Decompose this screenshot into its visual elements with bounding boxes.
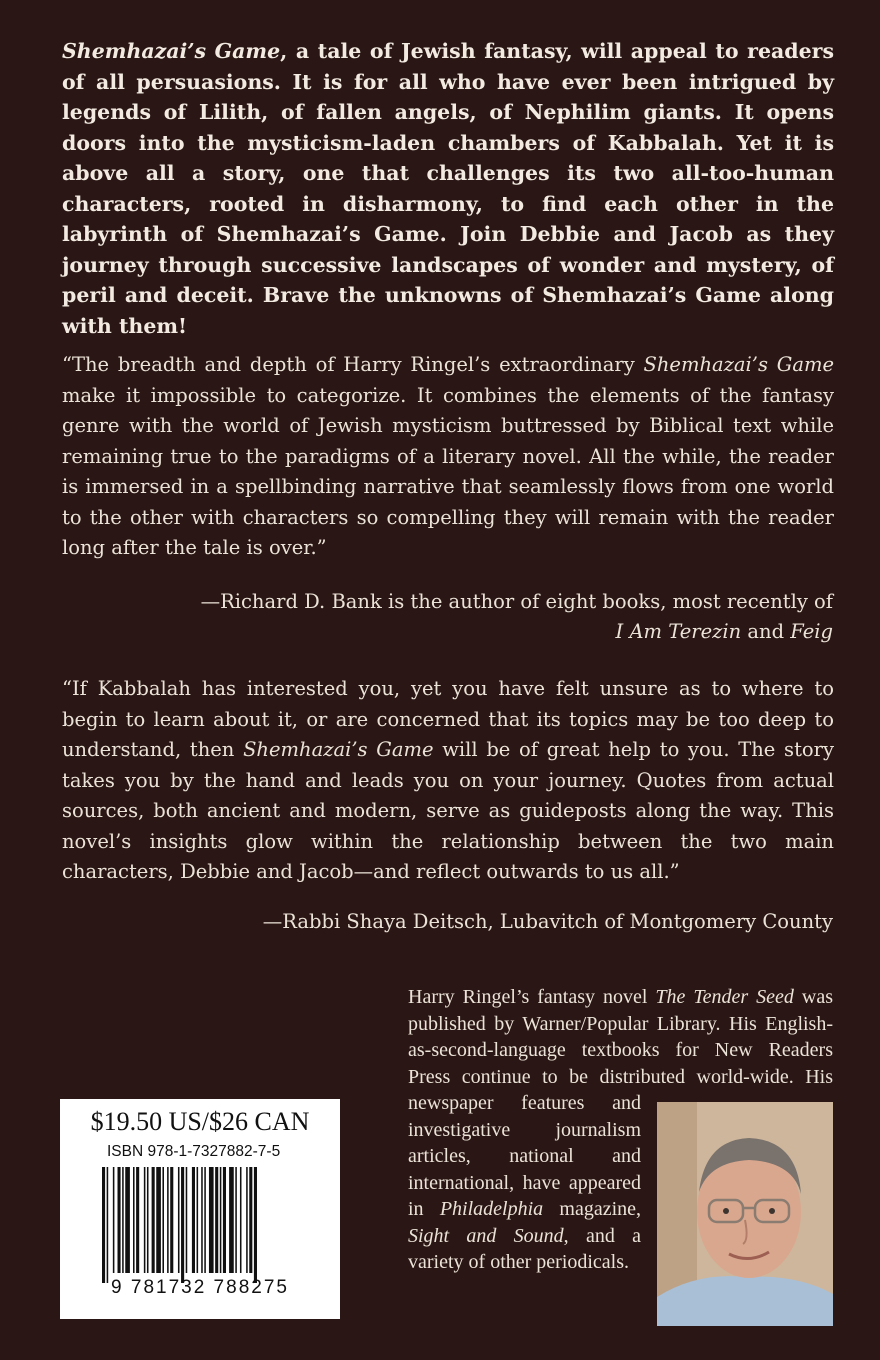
barcode-bar [136, 1167, 139, 1273]
barcode-bar [162, 1167, 164, 1273]
bio-text-2: was published by Warner/Popular Library. His English-as-second-language textbooks for New Readers Press continue to be distributed world-wide. His newspaper features and investigative journalism articles, national and international, have appeared in [408, 986, 834, 1220]
barcode-bar [220, 1167, 222, 1273]
barcode-bar [181, 1167, 184, 1283]
barcode-bar [197, 1167, 199, 1273]
bio-text-3: magazine, [543, 1198, 642, 1220]
back-cover-blurb [62, 36, 834, 341]
price-label: $19.50 US/$26 CAN [90, 1107, 310, 1136]
barcode-bar [229, 1167, 234, 1273]
barcode-bar [122, 1167, 124, 1273]
author-photo [657, 1102, 833, 1326]
barcode-bar [118, 1167, 121, 1273]
quote2-post: will be of great help to you. The story takes you by the hand and leads you on your journey. Quotes from actual sources, both ancient and modern, serve as guideposts along the way. This novel’s insights glow within the relationship between the two main characters, Debbie and Jacob—and reflect outwards to us all.” [62, 738, 834, 883]
barcode-bar [133, 1167, 135, 1273]
barcode-bar [144, 1167, 146, 1273]
barcode-bar [246, 1167, 248, 1273]
barcode-bar [240, 1167, 242, 1273]
barcode-bar [178, 1167, 180, 1273]
attribution-and: and [741, 620, 791, 643]
quote2-pre: “If Kabbalah has interested you, yet you have felt unsure as to where to begin to learn about it, or are concerned that its topics may be too deep to understand, then [62, 677, 834, 761]
quote1-book-title: Shemhazai’s Game [643, 353, 834, 376]
barcode-bar [102, 1167, 105, 1283]
barcode-bar [107, 1167, 109, 1283]
barcode-bar [254, 1167, 257, 1283]
bio-book-title: The Tender Seed [655, 986, 794, 1008]
blurb-book-title: Shemhazai’s Game [62, 39, 281, 63]
bio-magazine-2: Sight and Sound [408, 1224, 564, 1247]
attribution-book2: Feig [790, 620, 833, 643]
barcode-bar [167, 1167, 169, 1273]
attribution-book1: I Am Terezin [615, 620, 742, 643]
bio-text-4: , and a variety of other periodicals. [408, 1224, 641, 1273]
quote1-post: make it impossible to categorize. It combines the elements of the fantasy genre with the world of Jewish mysticism buttressed by Biblical text while remaining true to the paradigms of a literary novel. All the while, the reader is immersed in a spellbinding narrative that seamlessly flows from one world to the other with characters so compelling they will remain with the reader long after the tale is over.” [62, 383, 834, 559]
barcode-bar [215, 1167, 218, 1273]
barcode-bar [156, 1167, 161, 1273]
barcode-bar [204, 1167, 206, 1273]
barcode-bar [235, 1167, 237, 1273]
bio-magazine-1: Philadelphia [439, 1198, 544, 1220]
blurb-text: , a tale of Jewish fantasy, will appeal to readers of all persuasions. It is for all who have ever been intrigued by legends of Lilith, of fallen angels, of Nephilim giants. It opens doors into the mysticism-laden chambers of Kabbalah. Yet it is above all a story, one that challenges its two all-too-human characters, rooted in disharmony, to find each other in the labyrinth of Shemhazai’s Game. Join Debbie and Jacob as they journey through successive landscapes of wonder and mystery, of peril and deceit. Brave the unknowns of Shemhazai’s Game along with them! [62, 39, 834, 338]
barcode-digits: 9 781732 788275 [111, 1277, 289, 1298]
review-quote-2 [62, 674, 834, 888]
quote1-attribution-line2 [133, 617, 833, 647]
price-barcode-box [60, 1099, 340, 1319]
barcode-bar [201, 1167, 203, 1273]
review-quote-1 [62, 350, 834, 564]
isbn-label: ISBN 978-1-7327882-7-5 [107, 1143, 281, 1160]
author-bio [408, 984, 833, 1330]
quote2-book-title: Shemhazai’s Game [243, 738, 434, 761]
barcode-bar [223, 1167, 226, 1273]
author-portrait-illustration [657, 1102, 833, 1326]
barcode-bar [152, 1167, 155, 1273]
barcode-bar [125, 1167, 130, 1273]
barcode-bar [249, 1167, 252, 1273]
barcode-bar [147, 1167, 149, 1273]
barcode-bar [186, 1167, 188, 1273]
quote1-pre: “The breadth and depth of Harry Ringel’s extraordinary [62, 353, 644, 376]
quote1-attribution-line1: —Richard D. Bank is the author of eight books, most recently of [200, 590, 833, 613]
barcode-bar [170, 1167, 173, 1273]
barcode-bar [113, 1167, 115, 1273]
barcode-bar [192, 1167, 195, 1273]
barcode-bar [209, 1167, 214, 1273]
quote1-attribution [133, 587, 833, 647]
quote2-attribution: —Rabbi Shaya Deitsch, Lubavitch of Montgomery County [262, 910, 833, 933]
isbn-barcode [102, 1167, 302, 1283]
bio-text-1: Harry Ringel’s fantasy novel [408, 986, 656, 1008]
